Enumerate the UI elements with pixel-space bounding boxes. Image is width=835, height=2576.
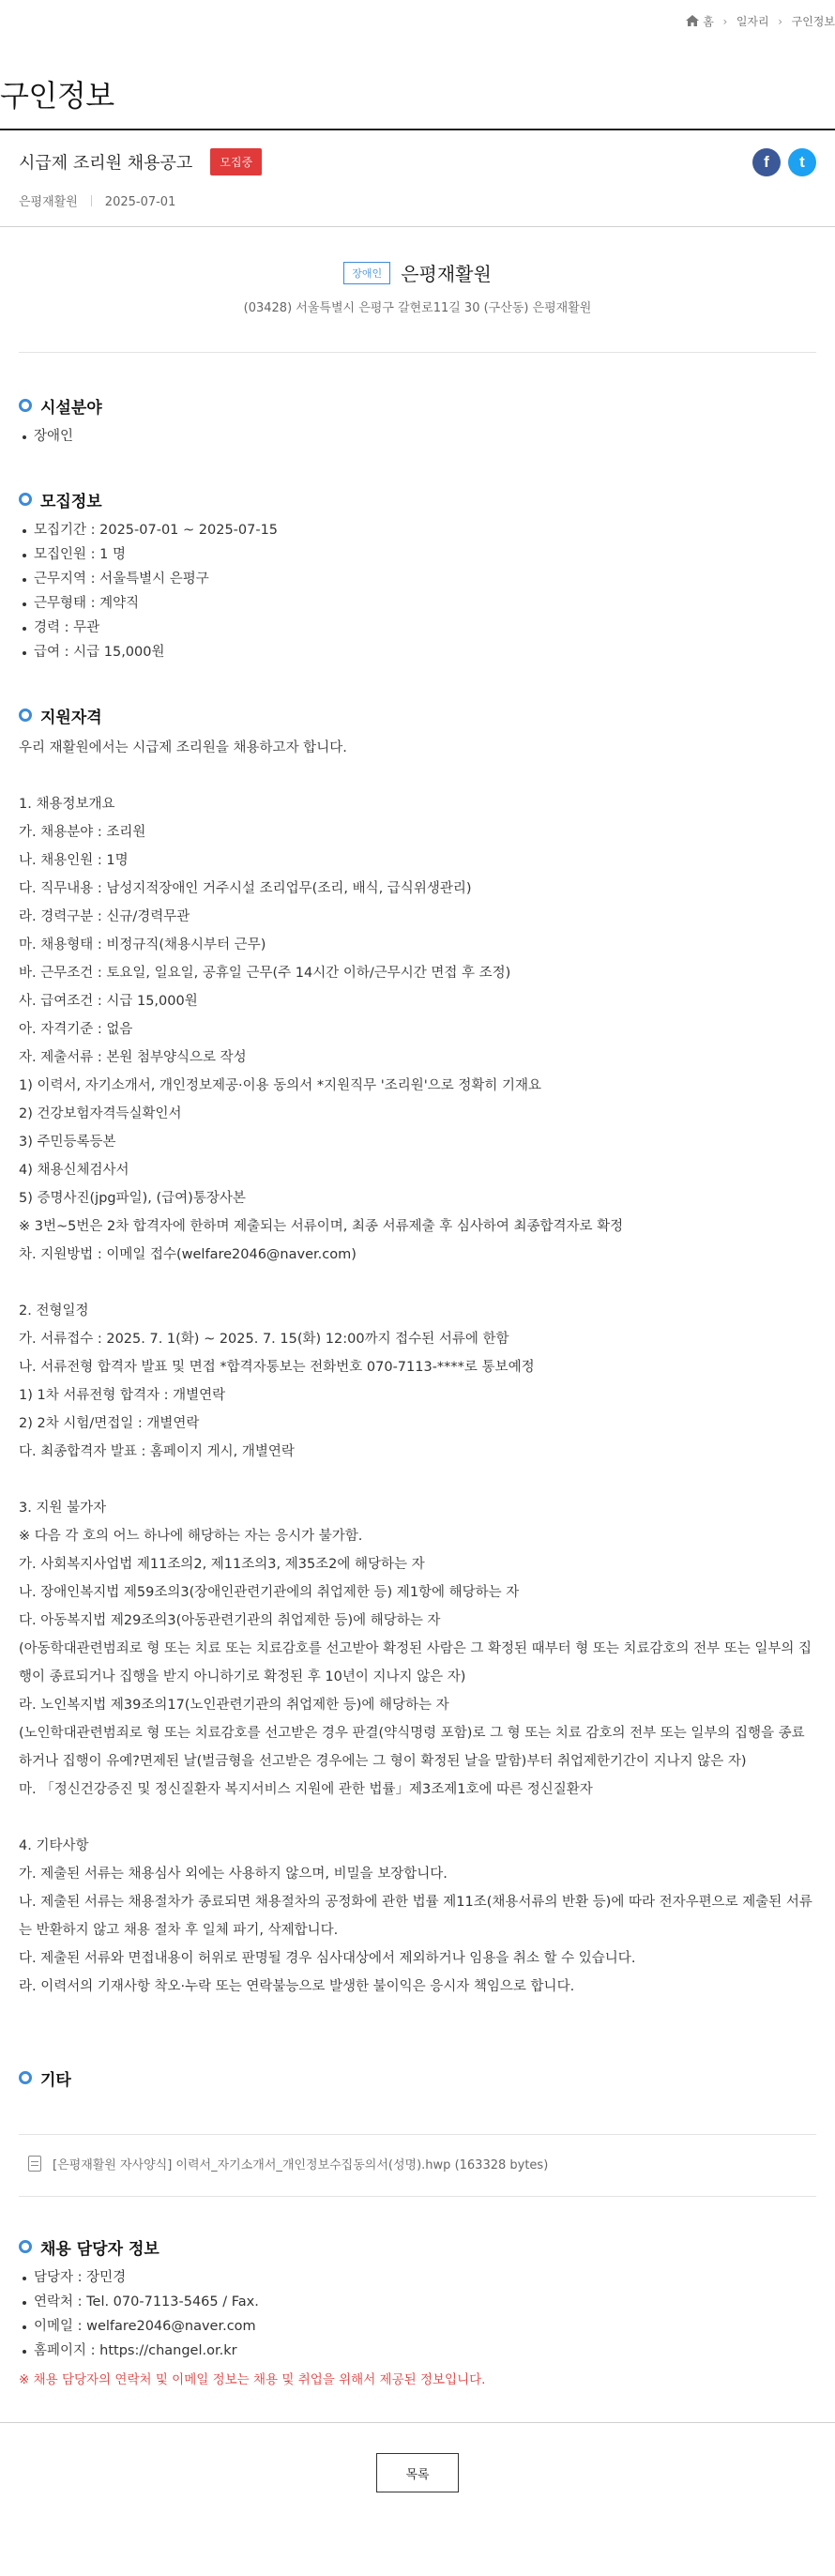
facility-item: 장애인	[19, 424, 816, 449]
qualification-body: 우리 재활원에서는 시급제 조리원을 채용하고자 합니다. 1. 채용정보개요 가. 채용분야 : 조리원 나. 채용인원 : 1명 다. 직무내용 : 남성지적장애인 거주시설 조리업무(조리, 배식, 급식위생관리) 라. 경력구분 : 신규/경력무관 마. 채용형태 : 비정규직(채용시부터 근무) 바. 근무조건 : 토요일, 일요일, 공휴일 근무(주 14시간 이하/근무시간 면접 후 조정) 사. 급여조건 : 시급 15,000원 아. 자격기준 : 없음 자. 제출서류 : 본원 첨부양식으로 작성 1) 이력서, 자기소개서, 개인정보제공·이용 동의서 *지원직무 '조리원'으로 정확히 기재요 2) 건강보험자격득실확인서 3) 주민등록등본 4) 채용신체검사서 5) 증명사진(jpg파일), (급여)통장사본 ※ 3번~5번은 2차 합격자에 한하며 제출되는 서류이며, 최종 서류제출 후 심사하여 최종합격자로 확정 차. 지원방법 : 이메일 접수(welfare2046@naver.com) 2. 전형일정 가. 서류접수 : 2025. 7. 1(화) ~ 2025. 7. 15(화) 12:00까지 접수된 서류에 한함 나. 서류전형 합격자 발표 및 면접 *합격자통보는 전화번호 070-7113-****로 통보예정 1) 1차 서류전형 합격자 : 개별연락 2) 2차 시험/면접일 : 개별연락 다. 최종합격자 발표 : 홈페이지 게시, 개별연락 3. 지원 불가자 ※ 다음 각 호의 어느 하나에 해당하는 자는 응시가 불가함. 가. 사회복지사업법 제11조의2, 제11조의3, 제35조2에 해당하는 자 나. 장애인복지법 제59조의3(장애인관련기관에의 취업제한 등) 제1항에 해당하는 자 다. 아동복지법 제29조의3(아동관련기관의 취업제한 등)에 해당하는 자 (아동학대관련범죄로 형 또는 치료 또는 치료감호를 선고받아 확정된 사람은 그 확정된 때부터 형 또는 치료감호의 전부 또는 일부의 집행이 종료되거나 집행을 받지 아니하기로 확정된 후 10년이 지나지 않은 자) 라. 노인복지법 제39조의17(노인관련기관의 취업제한 등)에 해당하는 자 (노인학대관련범죄로 형 또는 치료감호를 선고받은 경우 판결(약식명령 포함)로 그 형 또는 치료 감호의 전부 또는 일부의 집행을 종료하거나 집행이 유예?면제된 날(벌금형을 선고받은 경우에는 그 형이 확정된 날을 말함)부터 취업제한기간이 지나지 않은 자) 마. 「정신건강증진 및 정신질환자 복지서비스 지원에 관한 법률」제3조제1호에 따른 정신질환자 4. 기타사항 가. 제출된 서류는 채용심사 외에는 사용하지 않으며, 비밀을 보장합니다. 나. 제출된 서류는 채용절차가 종료되면 채용절차의 공정화에 관한 법률 제11조(채용서류의 반환 등)에 따라 전자우편으로 제출된 서류는 반환하지 않고 채용 절차 후 일체 파기, 삭제합니다. 다. 제출된 서류와 면접내용이 허위로 판명될 경우 심사대상에서 제외하거나 임용을 취소 할 수 있습니다. 라. 이력서의 기재사항 착오·누락 또는 연락불능으로 발생한 불이익은 응시자 책임으로 합니다.	[19, 740, 812, 1994]
section-bullet-icon	[19, 2071, 32, 2084]
contact-manager: 담당자 : 장민경	[19, 2265, 816, 2290]
attachment-link[interactable]: [은평재활원 자사양식] 이력서_자기소개서_개인정보수집동의서(성명).hwp (163328 bytes)	[53, 2158, 549, 2172]
breadcrumb-home[interactable]	[686, 13, 714, 29]
header-divider	[0, 226, 835, 227]
chevron-right-icon: ›	[778, 14, 783, 28]
recruit-area: 근무지역 : 서울특별시 은평구	[19, 567, 816, 591]
job-meta	[19, 191, 175, 209]
home-icon	[686, 15, 699, 26]
attachment-row[interactable]	[28, 2155, 548, 2172]
section-facility	[19, 392, 816, 449]
chevron-right-icon: ›	[722, 14, 728, 28]
contact-notice: ※ 채용 담당자의 연락처 및 이메일 정보는 채용 및 취업을 위해서 제공된 정보입니다.	[19, 2372, 486, 2387]
org-category-tag: 장애인	[343, 262, 390, 284]
recruit-period: 모집기간 : 2025-07-01 ~ 2025-07-15	[19, 518, 816, 542]
section-title-qualification	[19, 702, 816, 728]
section-contact-label: 채용 담당자 정보	[40, 2239, 159, 2259]
contact-phone: 연락처 : Tel. 070-7113-5465 / Fax.	[19, 2290, 816, 2314]
status-badge: 모집중	[210, 148, 262, 175]
section-bullet-icon	[19, 709, 32, 722]
breadcrumb	[686, 13, 835, 29]
job-header	[19, 148, 816, 195]
file-icon	[28, 2156, 41, 2172]
section-bullet-icon	[19, 399, 32, 412]
section-qualification-label: 지원자격	[40, 708, 102, 727]
org-divider	[19, 352, 816, 353]
section-title-recruit	[19, 486, 816, 512]
breadcrumb-current: 구인정보	[791, 15, 835, 28]
twitter-icon[interactable]: t	[788, 148, 816, 176]
section-contact	[19, 2233, 816, 2387]
recruit-career: 경력 : 무관	[19, 616, 816, 640]
footer-divider	[0, 2422, 835, 2423]
org-address: (03428) 서울특별시 은평구 갈현로11길 30 (구산동) 은평재활원	[243, 301, 592, 315]
meta-divider	[91, 195, 92, 206]
section-facility-label: 시설분야	[40, 398, 102, 418]
attachment-divider-top	[19, 2134, 816, 2135]
facebook-icon[interactable]: f	[752, 148, 781, 176]
recruit-list	[19, 518, 816, 664]
recruit-type: 근무형태 : 계약직	[19, 591, 816, 616]
breadcrumb-jobs[interactable]: 일자리	[736, 15, 769, 28]
organization-block	[0, 259, 835, 315]
breadcrumb-home-label: 홈	[703, 15, 714, 28]
recruit-salary: 급여 : 시급 15,000원	[19, 640, 816, 664]
section-etc	[19, 2065, 816, 2091]
list-button[interactable]: 목록	[376, 2453, 459, 2492]
contact-list	[19, 2265, 816, 2363]
section-title-contact	[19, 2233, 816, 2260]
section-title-etc	[19, 2065, 816, 2091]
page-title: 구인정보	[0, 78, 114, 114]
contact-homepage[interactable]: 홈페이지 : https://changel.or.kr	[19, 2339, 816, 2363]
section-recruit-label: 모집정보	[40, 492, 102, 511]
section-etc-label: 기타	[40, 2070, 71, 2090]
section-recruit	[19, 486, 816, 664]
section-title-facility	[19, 392, 816, 419]
job-title: 시급제 조리원 채용공고	[19, 153, 193, 174]
section-bullet-icon	[19, 493, 32, 506]
job-date: 2025-07-01	[104, 195, 176, 209]
facility-list	[19, 424, 816, 449]
share-buttons	[752, 148, 816, 176]
attachment-divider-bottom	[19, 2196, 816, 2197]
title-divider	[0, 129, 835, 130]
section-bullet-icon	[19, 2240, 32, 2253]
section-qualification	[19, 702, 816, 2001]
recruit-headcount: 모집인원 : 1 명	[19, 542, 816, 567]
contact-email[interactable]: 이메일 : welfare2046@naver.com	[19, 2314, 816, 2339]
org-name: 은평재활원	[401, 263, 492, 285]
job-org: 은평재활원	[19, 195, 78, 209]
